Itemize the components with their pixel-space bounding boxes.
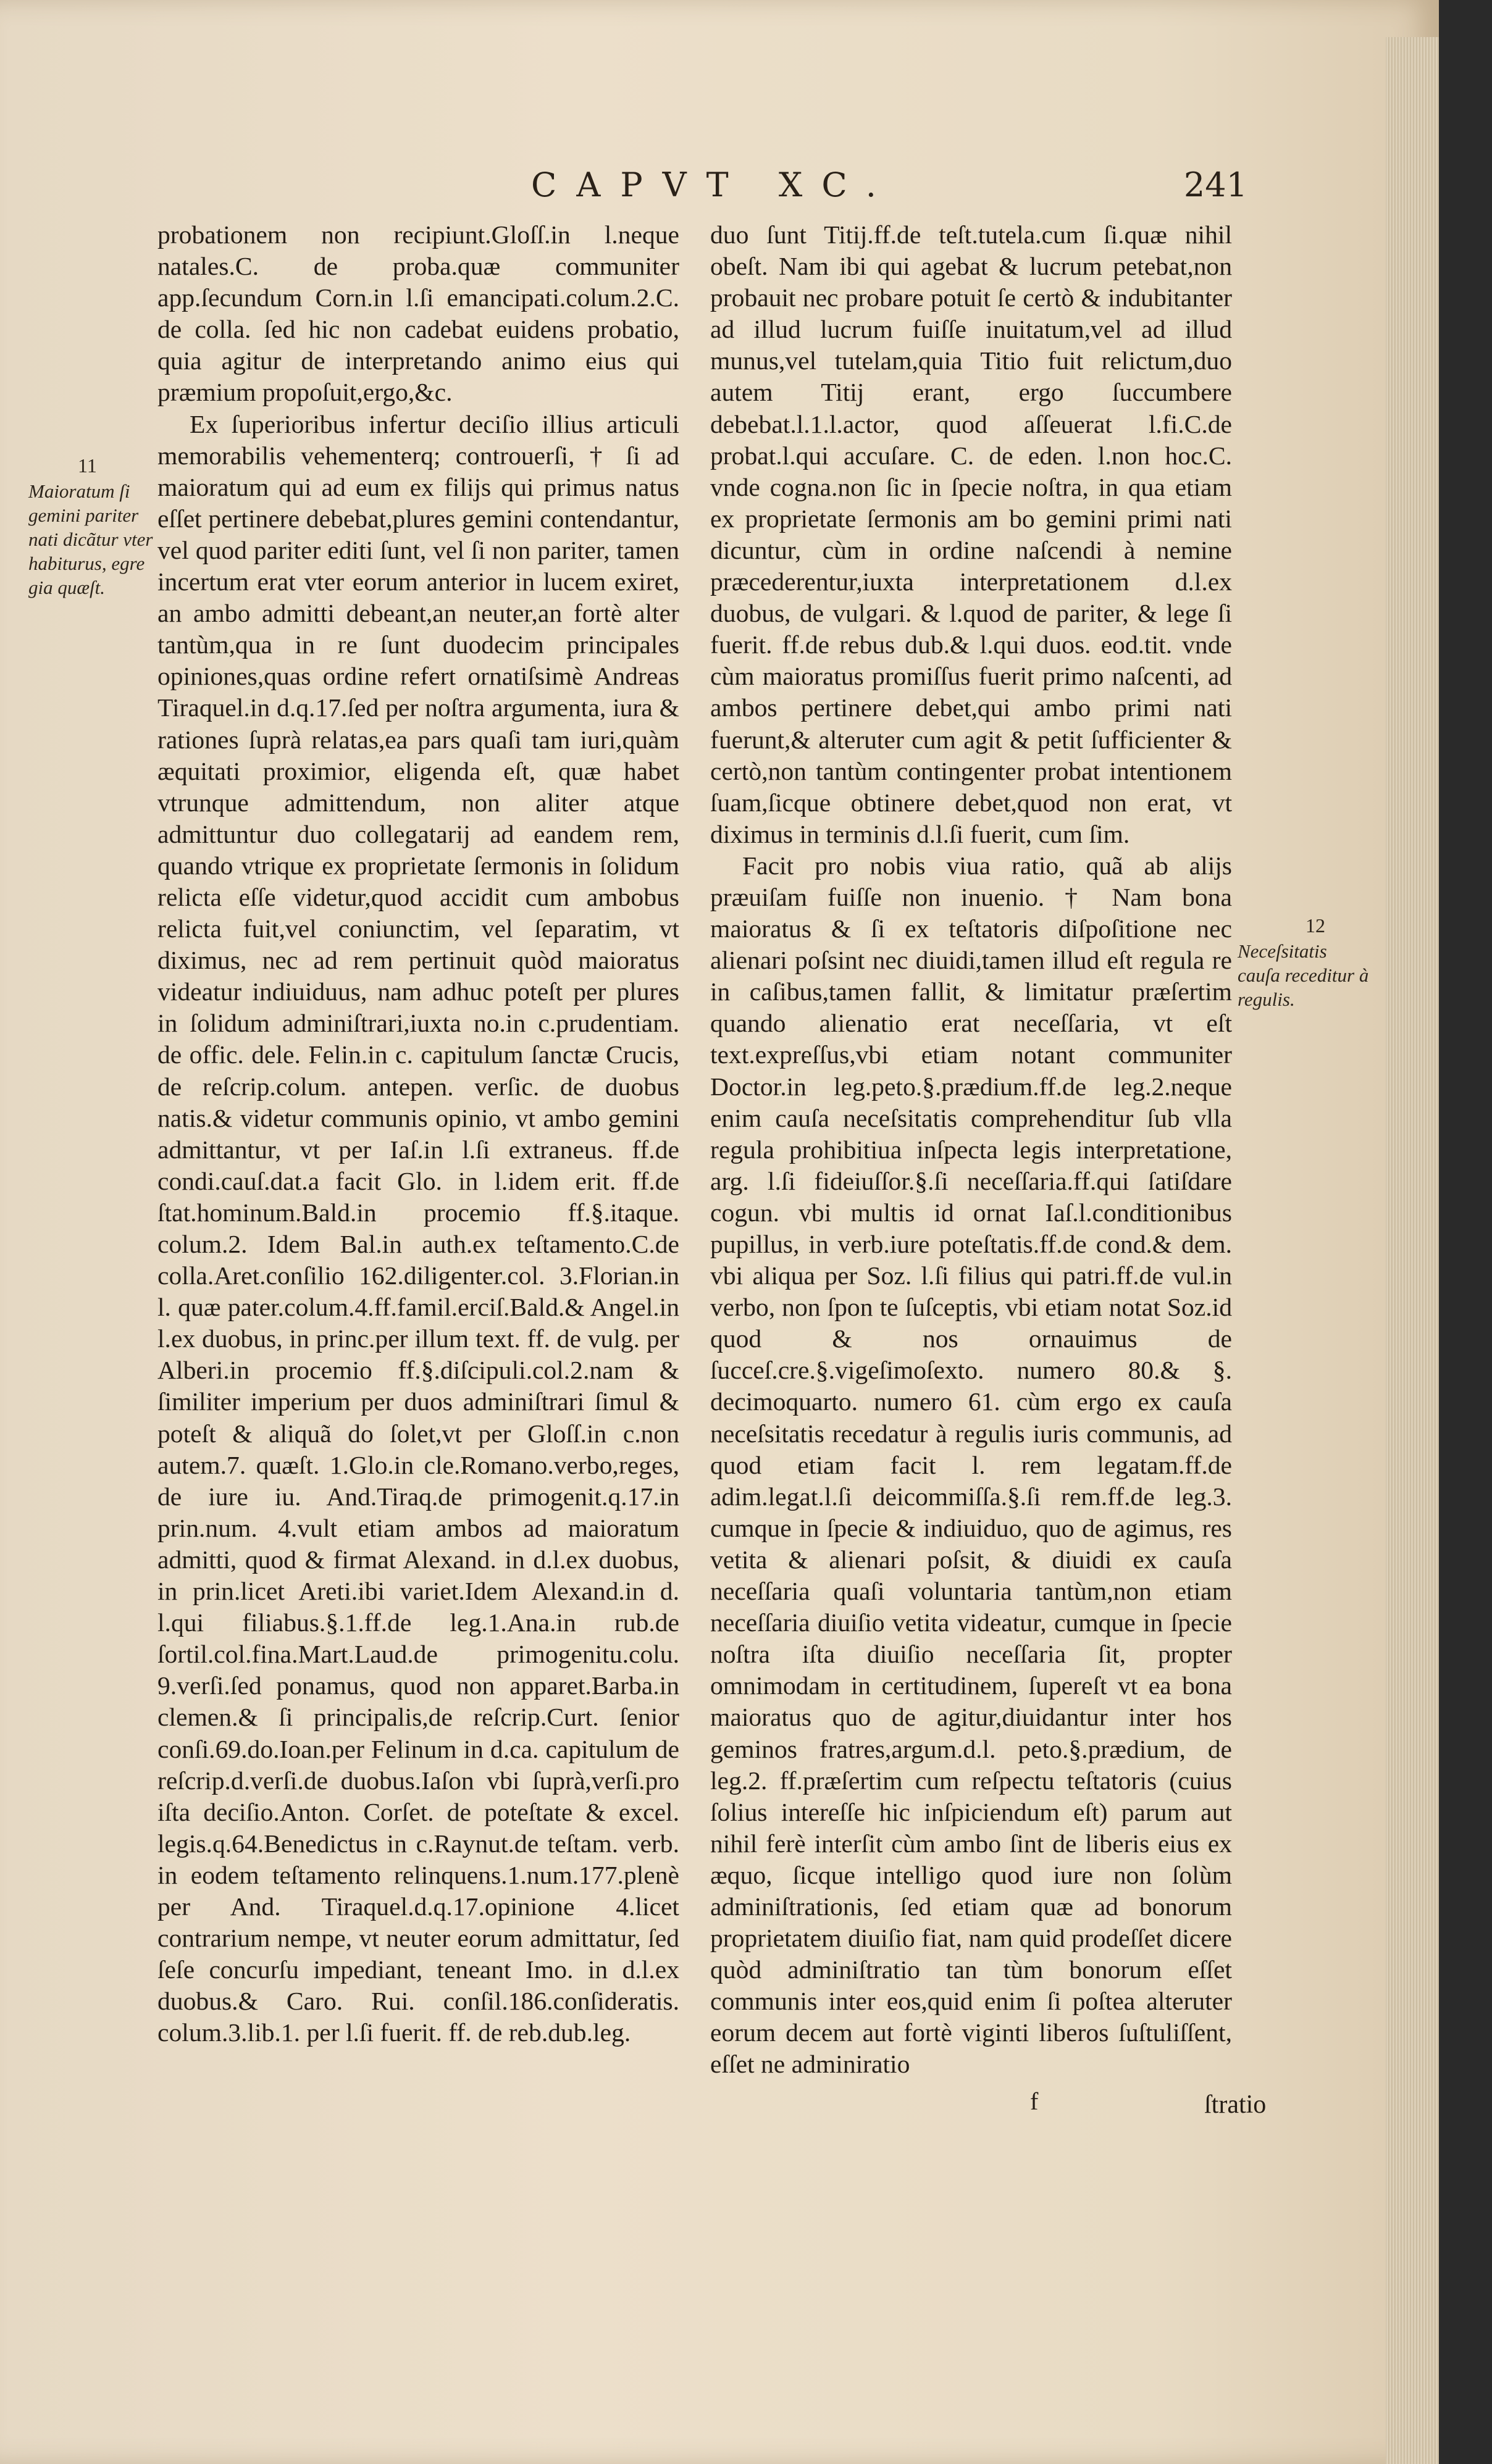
margin-note-left [28, 454, 155, 599]
left-paragraph-2: Ex ſuperioribus infertur deciſio illius articuli memorabilis vehementerq; controuerſi, † ſi ad maioratum qui ad eum ex filijs qui primus natus eſſet pertinere debebat,plures gemini contendantur, vel quod pariter editi ſunt, vel ſi non pariter, tamen incertum erat vter eorum anterior in lucem exiret, an ambo admitti debeant,an neuter,an fortè alter tantùm,qua in re ſunt duodecim principales opiniones,quas ordine refert ornatiſsimè Andreas Tiraquel.in d.q.17.ſed per noſtra argumenta, iura & rationes ſuprà relatas,ea pars quaſi tam iuri,quàm æquitati proximior, eligenda eſt, quæ habet vtrunque admittendum, non aliter atque admittuntur duo collegatarij ad eandem rem, quando vtrique ex proprietate ſermonis in ſolidum relicta eſſe videtur,quod accidit cum ambobus relicta fuit,vel coniunctim, vel ſeparatim, vt diximus, nec ad rem pertinuit quòd maioratus videatur indiuiduus, nam adhuc poteſt per plures in ſolidum adminiſtrari,iuxta no.in c.prudentiam. de offic. dele. Felin.in c. capitulum ſanctæ Crucis, de reſcrip.colum. antepen. verſic. de duobus natis.& videtur communis opinio, vt ambo gemini admittantur, vt per Iaſ.in l.ſi extraneus. ff.de condi.cauſ.dat.a facit Glo. in l.idem erit. ff.de ſtat.hominum.Bald.in procemio ff.§.itaque. colum.2. Idem Bal.in auth.ex teſtamento.C.de colla.Aret.conſilio 162.diligenter.col. 3.Florian.in l. quæ pater.colum.4.ff.famil.erciſ.Bald.& Angel.in l.ex duobus, in princ.per illum text. ff. de vulg. per Alberi.in procemio ff.§.diſcipuli.col.2.nam & ſimiliter imperium per duos adminiſtrari ſimul & poteſt & aliquã do ſolet,vt per Gloſſ.in c.non autem.7. quæſt. 1.Glo.in cle.Romano.verbo,reges, de iure iu. And.Tiraq.de primogenit.q.17.in prin.num. 4.vult etiam ambos ad maioratum admitti, quod & firmat Alexand. in d.l.ex duobus, in prin.licet Areti.ibi variet.Idem Alexand.in d. l.qui filiabus.§.1.ff.de leg.1.Ana.in rub.de ſortil.col.fina.Mart.Laud.de primogenitu.colu. 9.verſi.ſed ponamus, quod non apparet.Barba.in clemen.& ſi principalis,de reſcrip.Curt. ſenior conſi.69.do.Ioan.per Felinum in d.ca. capitulum de reſcrip.d.verſi.de duobus.Iaſon vbi ſuprà,verſi.pro iſta deciſio.Anton. Corſet. de poteſtate & excel. legis.q.64.Benedictus in c.Raynut.de teſtam. verb. in eodem teſtamento relinquens.1.num.177.plenè per And. Tiraquel.d.q.17.opinione 4.licet contrarium nempe, vt neuter eorum admittatur, ſed ſeſe concurſu impediant, teneant Imo. in d.l.ex duobus.& Caro. Rui. conſil.186.conſideratis. colum.3.lib.1. per l.ſi fuerit. ff. de reb.dub.leg. [157, 409, 679, 2047]
left-column [157, 219, 679, 2048]
catchword: ſtratio [1204, 2090, 1267, 2119]
right-paragraph-1: duo ſunt Titij.ff.de teſt.tutela.cum ſi.quæ nihil obeſt. Nam ibi qui agebat & lucrum petebat,non probauit nec probare potuit ſe certò & indubitanter ad illud lucrum fuiſſe inuitatum,vel ad illud munus,vel tutelam,quia Titio fuit relictum,duo autem Titij erant, ergo ſuccumbere debebat.l.1.l.actor, quod aſſeuerat l.fi.C.de probat.l.qui accuſare. C. de eden. l.non hoc.C. vnde cogna.non ſic in ſpecie noſtra, in qua etiam ex proprietate ſermonis am bo gemini primi nati dicuntur, cùm in ordine naſcendi à nemine præcederentur,iuxta interpretationem d.l.ex duobus, de vulgari. & l.quod de pariter, & lege ſi fuerit. ff.de rebus dub.& l.qui duos. eod.tit. vnde cùm maioratus promiſſus fuerit primo naſcenti, ad ambos pertinere debet,qui ambo primi nati fuerunt,& alteruter cum agit & petit ſufficienter & certò,non tantùm contingenter probat intentionem ſuam,ſicque obtinere debet,quod non erat, vt diximus in terminis d.l.ſi fuerit, cum ſim. [710, 220, 1232, 848]
left-paragraph-1: probationem non recipiunt.Gloſſ.in l.neque natales.C. de proba.quæ communiter app.ſecundum Corn.in l.ſi emancipati.colum.2.C. de colla. ſed hic non cadebat euidens probatio, quia agitur de interpretando animo eius qui præmium propoſuit,ergo,&c. [157, 220, 679, 407]
page-header [531, 165, 1247, 215]
margin-note-text: Neceſsitatis cauſa receditur à regulis. [1238, 940, 1369, 1010]
margin-note-number: 12 [1306, 914, 1325, 937]
page-edge [1386, 37, 1439, 2464]
right-paragraph-2: Facit pro nobis viua ratio, quã ab alijs præuiſam fuiſſe non inuenio. † Nam bona maioratus & ſi ex teſtatoris diſpoſitione nec alienari poſsint nec diuidi,tamen illud eſt regula re in caſibus,tamen fallit, & limitatur præſertim quando alienatio erat neceſſaria, vt eſt text.expreſſus,vbi etiam notant communiter Doctor.in leg.peto.§.prædium.ff.de leg.2.neque enim cauſa neceſsitatis comprehenditur ſub vlla regula prohibitiua inſpecta legis interpretatione, arg. l.ſi fideiuſſor.§.ſi neceſſaria.ff.qui ſatiſdare cogun. vbi multis id ornat Iaſ.l.conditionibus pupillus, in verb.iure poteſtatis.ff.de cond.& dem. vbi aliqua per Soz. l.ſi filius qui patri.ff.de vul.in verbo, non ſpon te ſuſceptis, vbi etiam notat Soz.id quod & nos ornauimus de ſucceſ.cre.§.vigeſimoſexto. numero 80.& §. decimoquarto. numero 61. cùm ergo ex cauſa neceſsitatis recedatur à regulis iuris communis, ad quod etiam facit l. rem legatam.ff.de adim.legat.l.ſi deicommiſſa.§.ſi rem.ff.de leg.3. cumque in ſpecie & indiuiduo, quo de agimus, res vetita & alienari poſsit, & diuidi ex cauſa neceſſaria quaſi voluntaria tantùm,non etiam neceſſaria diuiſio vetita videatur, cumque in ſpecie noſtra iſta diuiſio neceſſaria ſit, propter omnimodam in certitudinem, ſupereſt vt ea bona maioratus quo de agitur,diuidantur inter hos geminos fratres,argum.d.l. peto.§.prædium, de leg.2. ff.præſertim cum reſpectu teſtatoris (cuius ſolius intereſſe hic inſpiciendum eſt) parum aut nihil ferè interſit cùm ambo ſint de liberis eius ex æquo, ſicque intelligo quod iure non ſolùm adminiſtrationis, ſed etiam quæ ad bonorum proprietatem diuiſio fiat, nam quid prodeſſet dicere quòd adminiſtratio tan tùm bonorum eſſet communis inter eos,quid enim ſi poſtea alteruter eorum decem aut fortè viginti liberos ſuſtuliſſent, eſſet ne adminiratio [710, 851, 1232, 2079]
page-number: 241 [1183, 165, 1247, 204]
right-column [710, 219, 1232, 2081]
margin-note-right [1238, 914, 1373, 1011]
running-title: CAPVT XC. [531, 165, 896, 204]
signature-mark: f [1030, 2087, 1039, 2115]
margin-note-text: Maioratum ſi gemini pariter nati dicãtur vter habiturus, egre gia quæſt. [28, 480, 153, 598]
margin-note-number: 11 [78, 454, 97, 477]
